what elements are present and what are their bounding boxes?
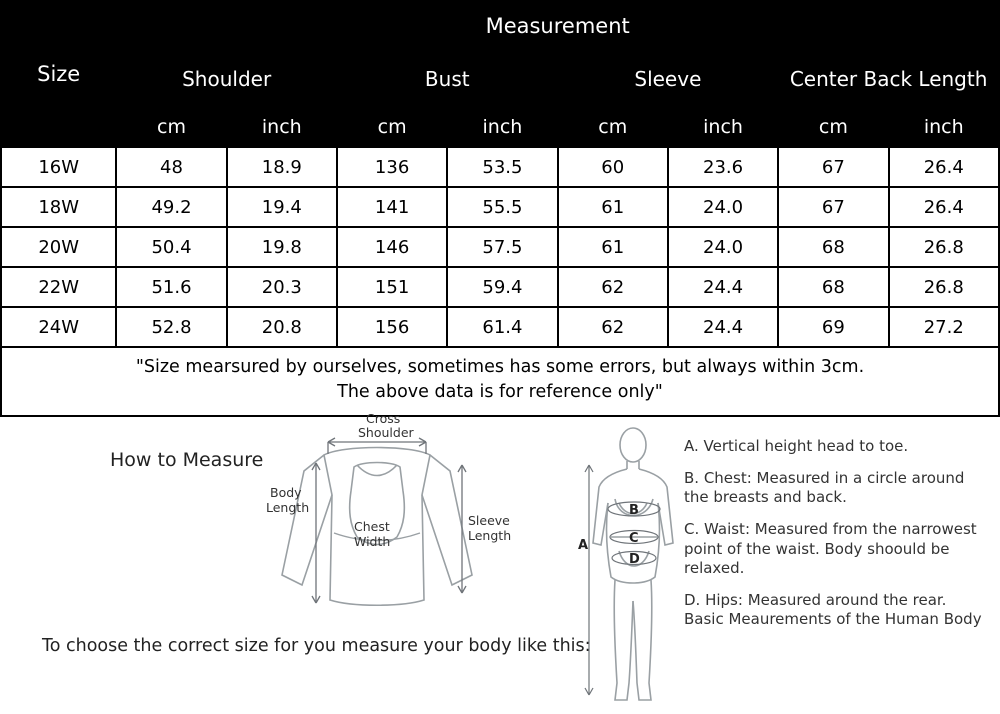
header-unit-bust-inch: inch bbox=[447, 107, 557, 147]
description-a: A. Vertical height head to toe. bbox=[684, 436, 909, 455]
cell-bust-inch: 53.5 bbox=[447, 147, 557, 187]
cell-size: 16W bbox=[1, 147, 116, 187]
cell-bust-inch: 55.5 bbox=[447, 187, 557, 227]
cell-size: 24W bbox=[1, 307, 116, 347]
cell-sleeve-inch: 24.0 bbox=[668, 187, 778, 227]
cell-bust-cm: 156 bbox=[337, 307, 447, 347]
header-row-groups bbox=[1, 51, 999, 107]
label-sleeve-length-1: Sleeve bbox=[468, 512, 510, 528]
header-unit-cbl-cm: cm bbox=[778, 107, 888, 147]
header-unit-cbl-inch: inch bbox=[889, 107, 999, 147]
size-note-line-1: "Size mearsured by ourselves, sometimes has some errors, but always within 3cm. bbox=[135, 357, 865, 377]
cell-sleeve-cm: 61 bbox=[558, 227, 668, 267]
label-chest-width-1: Chest bbox=[354, 518, 390, 534]
cell-size: 18W bbox=[1, 187, 116, 227]
label-chest-width-2: Width bbox=[354, 533, 391, 549]
cell-shoulder-cm: 51.6 bbox=[116, 267, 226, 307]
body-figure-diagram bbox=[575, 425, 685, 710]
cell-bust-inch: 61.4 bbox=[447, 307, 557, 347]
header-group-bust: Bust bbox=[337, 51, 558, 107]
cell-sleeve-cm: 62 bbox=[558, 267, 668, 307]
cell-cbl-cm: 67 bbox=[778, 187, 888, 227]
cell-cbl-inch: 26.8 bbox=[889, 267, 999, 307]
header-row-measurement bbox=[1, 1, 999, 51]
marker-d: D bbox=[629, 551, 640, 567]
shirt-diagram bbox=[262, 410, 532, 640]
cell-sleeve-inch: 24.4 bbox=[668, 267, 778, 307]
header-group-sleeve: Sleeve bbox=[558, 51, 779, 107]
cell-sleeve-inch: 24.4 bbox=[668, 307, 778, 347]
cell-bust-cm: 146 bbox=[337, 227, 447, 267]
cell-sleeve-cm: 60 bbox=[558, 147, 668, 187]
cell-size: 22W bbox=[1, 267, 116, 307]
table-row bbox=[1, 267, 999, 307]
header-group-shoulder: Shoulder bbox=[116, 51, 337, 107]
how-to-measure-title: How to Measure bbox=[110, 448, 264, 471]
size-note-line-2: The above data is for reference only" bbox=[337, 382, 663, 403]
label-body-length-2: Length bbox=[266, 499, 310, 515]
cell-shoulder-cm: 49.2 bbox=[116, 187, 226, 227]
table-body bbox=[1, 147, 999, 416]
cell-cbl-inch: 26.4 bbox=[889, 187, 999, 227]
cell-shoulder-cm: 52.8 bbox=[116, 307, 226, 347]
cell-bust-inch: 59.4 bbox=[447, 267, 557, 307]
shirt-diagram-svg bbox=[262, 410, 532, 640]
cell-shoulder-inch: 19.8 bbox=[227, 227, 337, 267]
header-measurement: Measurement bbox=[116, 1, 999, 51]
cell-bust-cm: 136 bbox=[337, 147, 447, 187]
cell-shoulder-inch: 20.3 bbox=[227, 267, 337, 307]
cell-sleeve-inch: 23.6 bbox=[668, 147, 778, 187]
cell-sleeve-cm: 62 bbox=[558, 307, 668, 347]
table-head bbox=[1, 1, 999, 147]
header-unit-bust-cm: cm bbox=[337, 107, 447, 147]
cell-bust-inch: 57.5 bbox=[447, 227, 557, 267]
cell-cbl-cm: 69 bbox=[778, 307, 888, 347]
measurement-descriptions bbox=[684, 437, 984, 630]
cell-shoulder-inch: 19.4 bbox=[227, 187, 337, 227]
label-cross-shoulder-2: Shoulder bbox=[358, 424, 414, 440]
label-cross-shoulder-1: Cross bbox=[366, 410, 401, 426]
label-sleeve-length-2: Length bbox=[468, 527, 512, 543]
marker-a: A bbox=[578, 537, 589, 553]
cell-shoulder-inch: 20.8 bbox=[227, 307, 337, 347]
cell-shoulder-cm: 50.4 bbox=[116, 227, 226, 267]
cell-shoulder-inch: 18.9 bbox=[227, 147, 337, 187]
marker-c: C bbox=[629, 530, 639, 546]
cell-cbl-inch: 26.4 bbox=[889, 147, 999, 187]
cell-shoulder-cm: 48 bbox=[116, 147, 226, 187]
cell-cbl-inch: 26.8 bbox=[889, 227, 999, 267]
header-unit-shoulder-inch: inch bbox=[227, 107, 337, 147]
cell-bust-cm: 141 bbox=[337, 187, 447, 227]
header-size: Size bbox=[1, 1, 116, 147]
table-row bbox=[1, 187, 999, 227]
description-c: C. Waist: Measured from the narrowest point of the waist. Body shoould be relaxed. bbox=[684, 520, 977, 577]
header-unit-sleeve-inch: inch bbox=[668, 107, 778, 147]
header-unit-sleeve-cm: cm bbox=[558, 107, 668, 147]
size-note bbox=[1, 347, 999, 416]
cell-cbl-inch: 27.2 bbox=[889, 307, 999, 347]
cell-cbl-cm: 67 bbox=[778, 147, 888, 187]
table-note-row bbox=[1, 347, 999, 416]
label-body-length-1: Body bbox=[270, 484, 302, 500]
body-figure-svg bbox=[575, 425, 690, 710]
marker-b: B bbox=[629, 502, 639, 518]
description-d: D. Hips: Measured around the rear. Basic Meaurements of the Human Body bbox=[684, 590, 982, 629]
table-row bbox=[1, 147, 999, 187]
cell-cbl-cm: 68 bbox=[778, 267, 888, 307]
cell-bust-cm: 151 bbox=[337, 267, 447, 307]
cell-sleeve-inch: 24.0 bbox=[668, 227, 778, 267]
cell-size: 20W bbox=[1, 227, 116, 267]
cell-sleeve-cm: 61 bbox=[558, 187, 668, 227]
header-row-units bbox=[1, 107, 999, 147]
description-b: B. Chest: Measured in a circle around the breasts and back. bbox=[684, 468, 965, 507]
choose-size-instruction: To choose the correct size for you measure your body like this: bbox=[42, 635, 591, 656]
measure-guide-section bbox=[0, 410, 1000, 712]
table-row bbox=[1, 307, 999, 347]
table-row bbox=[1, 227, 999, 267]
header-unit-shoulder-cm: cm bbox=[116, 107, 226, 147]
header-group-center-back-length: Center Back Length bbox=[778, 51, 999, 107]
cell-cbl-cm: 68 bbox=[778, 227, 888, 267]
